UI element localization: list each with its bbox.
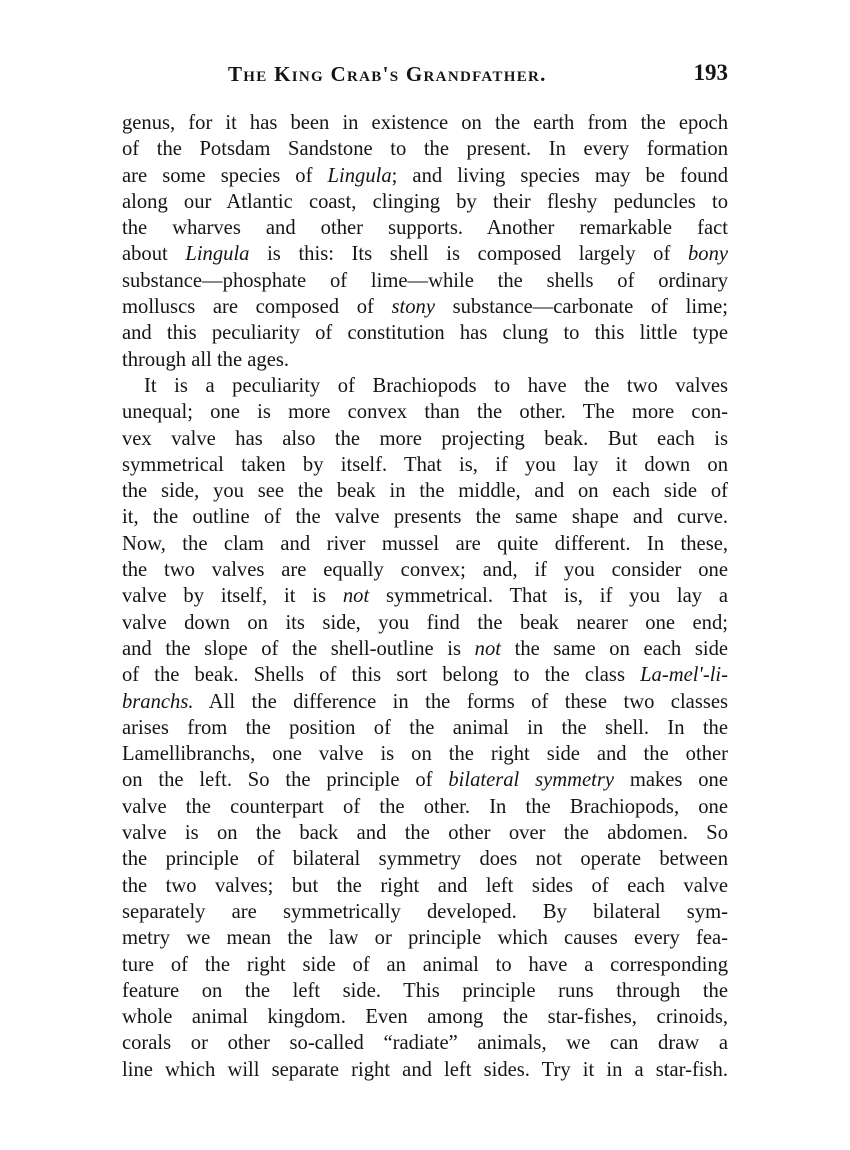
italic-text: bony <box>687 243 728 266</box>
text-line <box>122 136 728 162</box>
text-line <box>122 294 728 320</box>
text-segment: of the Potsdam Sandstone to the present. In every formation <box>122 138 728 161</box>
text-line <box>122 531 728 557</box>
text-line <box>122 399 728 425</box>
text-segment: arises from the position of the animal in the shell. In the <box>122 716 728 739</box>
text-segment: through all the ages. <box>122 348 289 371</box>
text-line <box>122 1030 728 1056</box>
text-line <box>122 347 728 373</box>
text-segment: ture of the right side of an animal to have a corresponding <box>122 953 728 976</box>
text-line <box>122 163 728 189</box>
text-segment: is this: Its shell is composed largely of <box>249 243 688 266</box>
text-line <box>122 189 728 215</box>
page-header <box>122 58 728 94</box>
text-line <box>122 741 728 767</box>
text-segment: substance—phosphate of lime—while the shells of ordinary <box>122 269 728 292</box>
text-line <box>122 689 728 715</box>
text-line <box>122 373 728 399</box>
text-line <box>122 636 728 662</box>
text-line <box>122 1057 728 1083</box>
text-segment: Now, the clam and river mussel are quite different. In these, <box>122 532 728 555</box>
text-segment: substance—carbonate of lime; <box>434 296 728 319</box>
text-segment: All the difference in the forms of these two classes <box>193 690 728 713</box>
italic-text: Lingula <box>185 243 250 266</box>
text-line <box>122 715 728 741</box>
text-line <box>122 583 728 609</box>
text-line <box>122 241 728 267</box>
page-number: 193 <box>693 60 728 85</box>
text-line <box>122 610 728 636</box>
text-segment: whole animal kingdom. Even among the star-fishes, crinoids, <box>122 1006 728 1029</box>
italic-text: La-mel'-li- <box>640 664 728 687</box>
text-segment: corals or other so-called “radiate” animals, we can draw a <box>122 1032 728 1055</box>
text-segment: the two valves; but the right and left sides of each valve <box>122 874 728 897</box>
text-segment: feature on the left side. This principle runs through the <box>122 979 728 1002</box>
italic-text: not <box>474 637 501 660</box>
text-segment: the two valves are equally convex; and, if you consider one <box>122 559 728 582</box>
text-line <box>122 215 728 241</box>
text-segment: the principle of bilateral symmetry does not operate between <box>122 848 728 871</box>
text-line <box>122 478 728 504</box>
text-segment: and the slope of the shell-outline is <box>122 637 475 660</box>
text-segment: the side, you see the beak in the middle, and on each side of <box>122 480 728 503</box>
text-segment: ; and living species may be found <box>391 164 728 187</box>
text-line <box>122 978 728 1004</box>
text-segment: separately are symmetrically developed. By bilateral sym- <box>122 900 728 923</box>
text-segment: along our Atlantic coast, clinging by their fleshy peduncles to <box>122 190 728 213</box>
text-line <box>122 873 728 899</box>
text-line <box>122 1004 728 1030</box>
text-segment: on the left. So the principle of <box>122 769 449 792</box>
text-segment: of the beak. Shells of this sort belong to the class <box>122 664 641 687</box>
text-line <box>122 952 728 978</box>
text-segment: Lamellibranchs, one valve is on the right side and the other <box>122 743 728 766</box>
text-line <box>122 268 728 294</box>
text-segment: molluscs are composed of <box>122 296 392 319</box>
text-segment: the wharves and other supports. Another remarkable fact <box>122 217 728 240</box>
text-segment: symmetrical taken by itself. That is, if you lay it down on <box>122 453 728 476</box>
text-line <box>122 846 728 872</box>
running-title: The King Crab's Grandfather. <box>228 62 547 86</box>
text-segment: vex valve has also the more projecting beak. But each is <box>122 427 728 450</box>
text-segment: genus, for it has been in existence on the earth from the epoch <box>122 112 728 134</box>
italic-text: branchs. <box>122 690 194 713</box>
text-segment: symmetrical. That is, if you lay a <box>369 585 728 608</box>
text-segment: valve is on the back and the other over the abdomen. So <box>122 822 728 845</box>
text-line <box>122 820 728 846</box>
text-line <box>122 320 728 346</box>
text-line <box>122 426 728 452</box>
text-segment: It is a peculiarity of Brachiopods to have the two valves <box>144 374 728 397</box>
text-line <box>122 662 728 688</box>
text-segment: unequal; one is more convex than the other. The more con- <box>122 401 728 424</box>
text-segment: and this peculiarity of constitution has clung to this little type <box>122 322 728 345</box>
text-line <box>122 504 728 530</box>
text-segment: about <box>122 243 186 266</box>
text-line <box>122 925 728 951</box>
text-segment: valve the counterpart of the other. In the Brachiopods, one <box>122 795 728 818</box>
text-line <box>122 899 728 925</box>
italic-text: bilateral symmetry <box>448 769 615 792</box>
text-line <box>122 110 728 136</box>
body-text <box>122 110 728 1083</box>
text-segment: valve by itself, it is <box>122 585 343 608</box>
italic-text: stony <box>391 296 435 319</box>
text-segment: it, the outline of the valve presents the same shape and curve. <box>122 506 728 529</box>
text-line <box>122 794 728 820</box>
text-segment: makes one <box>614 769 728 792</box>
text-line <box>122 767 728 793</box>
italic-text: not <box>342 585 370 608</box>
text-segment: line which will separate right and left sides. Try it in a star-fish. <box>122 1058 728 1081</box>
text-line <box>122 557 728 583</box>
text-segment: are some species of <box>122 164 328 187</box>
text-segment: valve down on its side, you find the beak nearer one end; <box>122 611 728 634</box>
text-line <box>122 452 728 478</box>
text-segment: the same on each side <box>500 637 728 660</box>
text-segment: metry we mean the law or principle which causes every fea- <box>122 927 728 950</box>
italic-text: Lingula <box>327 164 392 187</box>
